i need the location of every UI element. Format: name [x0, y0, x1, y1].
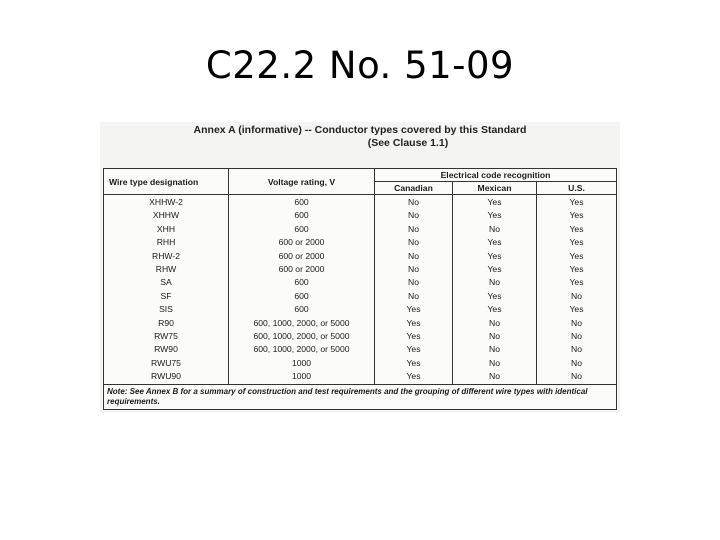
cell-voltage: 600	[229, 195, 375, 210]
table-row	[104, 223, 617, 236]
cell-us: Yes	[537, 209, 617, 222]
table-row	[104, 317, 617, 330]
conductor-types-table	[103, 168, 617, 410]
cell-canadian: No	[375, 290, 453, 303]
cell-voltage: 600 or 2000	[229, 263, 375, 276]
header-mexican: Mexican	[453, 182, 537, 195]
cell-us: No	[537, 357, 617, 370]
cell-wire-type: XHHW-2	[104, 195, 229, 210]
annex-caption	[100, 124, 620, 150]
cell-us: No	[537, 317, 617, 330]
cell-canadian: No	[375, 276, 453, 289]
table-row	[104, 236, 617, 249]
cell-us: No	[537, 343, 617, 356]
cell-canadian: No	[375, 236, 453, 249]
table-row	[104, 330, 617, 343]
cell-mexican: Yes	[453, 236, 537, 249]
cell-mexican: No	[453, 370, 537, 384]
cell-us: No	[537, 290, 617, 303]
cell-wire-type: SA	[104, 276, 229, 289]
cell-canadian: No	[375, 263, 453, 276]
cell-wire-type: RHW	[104, 263, 229, 276]
cell-wire-type: XHH	[104, 223, 229, 236]
cell-us: No	[537, 370, 617, 384]
cell-voltage: 600	[229, 290, 375, 303]
cell-canadian: Yes	[375, 343, 453, 356]
header-us: U.S.	[537, 182, 617, 195]
table-row	[104, 303, 617, 316]
table-row	[104, 357, 617, 370]
cell-mexican: Yes	[453, 195, 537, 210]
header-wire-type: Wire type designation	[104, 169, 229, 195]
cell-mexican: Yes	[453, 263, 537, 276]
cell-mexican: Yes	[453, 250, 537, 263]
cell-mexican: No	[453, 317, 537, 330]
cell-mexican: No	[453, 223, 537, 236]
cell-wire-type: RW90	[104, 343, 229, 356]
cell-us: Yes	[537, 263, 617, 276]
slide-title: C22.2 No. 51-09	[205, 44, 515, 87]
table-row	[104, 370, 617, 384]
cell-us: Yes	[537, 303, 617, 316]
table-row	[104, 263, 617, 276]
scanned-table-image	[100, 122, 620, 412]
cell-canadian: Yes	[375, 330, 453, 343]
cell-voltage: 600 or 2000	[229, 250, 375, 263]
cell-canadian: No	[375, 209, 453, 222]
cell-mexican: Yes	[453, 303, 537, 316]
cell-us: Yes	[537, 250, 617, 263]
table-row	[104, 276, 617, 289]
cell-voltage: 600	[229, 223, 375, 236]
cell-wire-type: XHHW	[104, 209, 229, 222]
cell-mexican: Yes	[453, 209, 537, 222]
cell-us: Yes	[537, 236, 617, 249]
cell-us: No	[537, 330, 617, 343]
cell-voltage: 600	[229, 209, 375, 222]
table-note: Note: See Annex B for a summary of construction and test requirements and the grouping of different wire types with identical requirements.	[104, 384, 617, 409]
cell-wire-type: RW75	[104, 330, 229, 343]
cell-mexican: No	[453, 357, 537, 370]
cell-wire-type: RHH	[104, 236, 229, 249]
cell-mexican: Yes	[453, 290, 537, 303]
annex-title: Annex A (informative) -- Conductor types covered by this Standard	[193, 124, 527, 136]
cell-canadian: Yes	[375, 317, 453, 330]
cell-us: Yes	[537, 195, 617, 210]
header-canadian: Canadian	[375, 182, 453, 195]
cell-mexican: No	[453, 276, 537, 289]
cell-voltage: 1000	[229, 357, 375, 370]
table-row	[104, 209, 617, 222]
header-voltage: Voltage rating, V	[229, 169, 375, 195]
table-row	[104, 250, 617, 263]
cell-wire-type: RHW-2	[104, 250, 229, 263]
cell-us: Yes	[537, 276, 617, 289]
cell-mexican: No	[453, 330, 537, 343]
cell-voltage: 600, 1000, 2000, or 5000	[229, 330, 375, 343]
cell-voltage: 1000	[229, 370, 375, 384]
cell-us: Yes	[537, 223, 617, 236]
cell-wire-type: RWU75	[104, 357, 229, 370]
cell-voltage: 600	[229, 303, 375, 316]
cell-canadian: Yes	[375, 357, 453, 370]
cell-voltage: 600	[229, 276, 375, 289]
cell-wire-type: RWU90	[104, 370, 229, 384]
cell-voltage: 600, 1000, 2000, or 5000	[229, 317, 375, 330]
cell-wire-type: SIS	[104, 303, 229, 316]
cell-canadian: No	[375, 250, 453, 263]
cell-canadian: No	[375, 195, 453, 210]
cell-canadian: No	[375, 223, 453, 236]
annex-clause: (See Clause 1.1)	[367, 137, 449, 149]
cell-canadian: Yes	[375, 370, 453, 384]
table-row	[104, 343, 617, 356]
cell-wire-type: SF	[104, 290, 229, 303]
cell-wire-type: R90	[104, 317, 229, 330]
table-body	[104, 195, 617, 385]
cell-mexican: No	[453, 343, 537, 356]
cell-voltage: 600, 1000, 2000, or 5000	[229, 343, 375, 356]
cell-voltage: 600 or 2000	[229, 236, 375, 249]
cell-canadian: Yes	[375, 303, 453, 316]
table-row	[104, 195, 617, 210]
table-row	[104, 290, 617, 303]
header-code-recognition: Electrical code recognition	[375, 169, 617, 182]
